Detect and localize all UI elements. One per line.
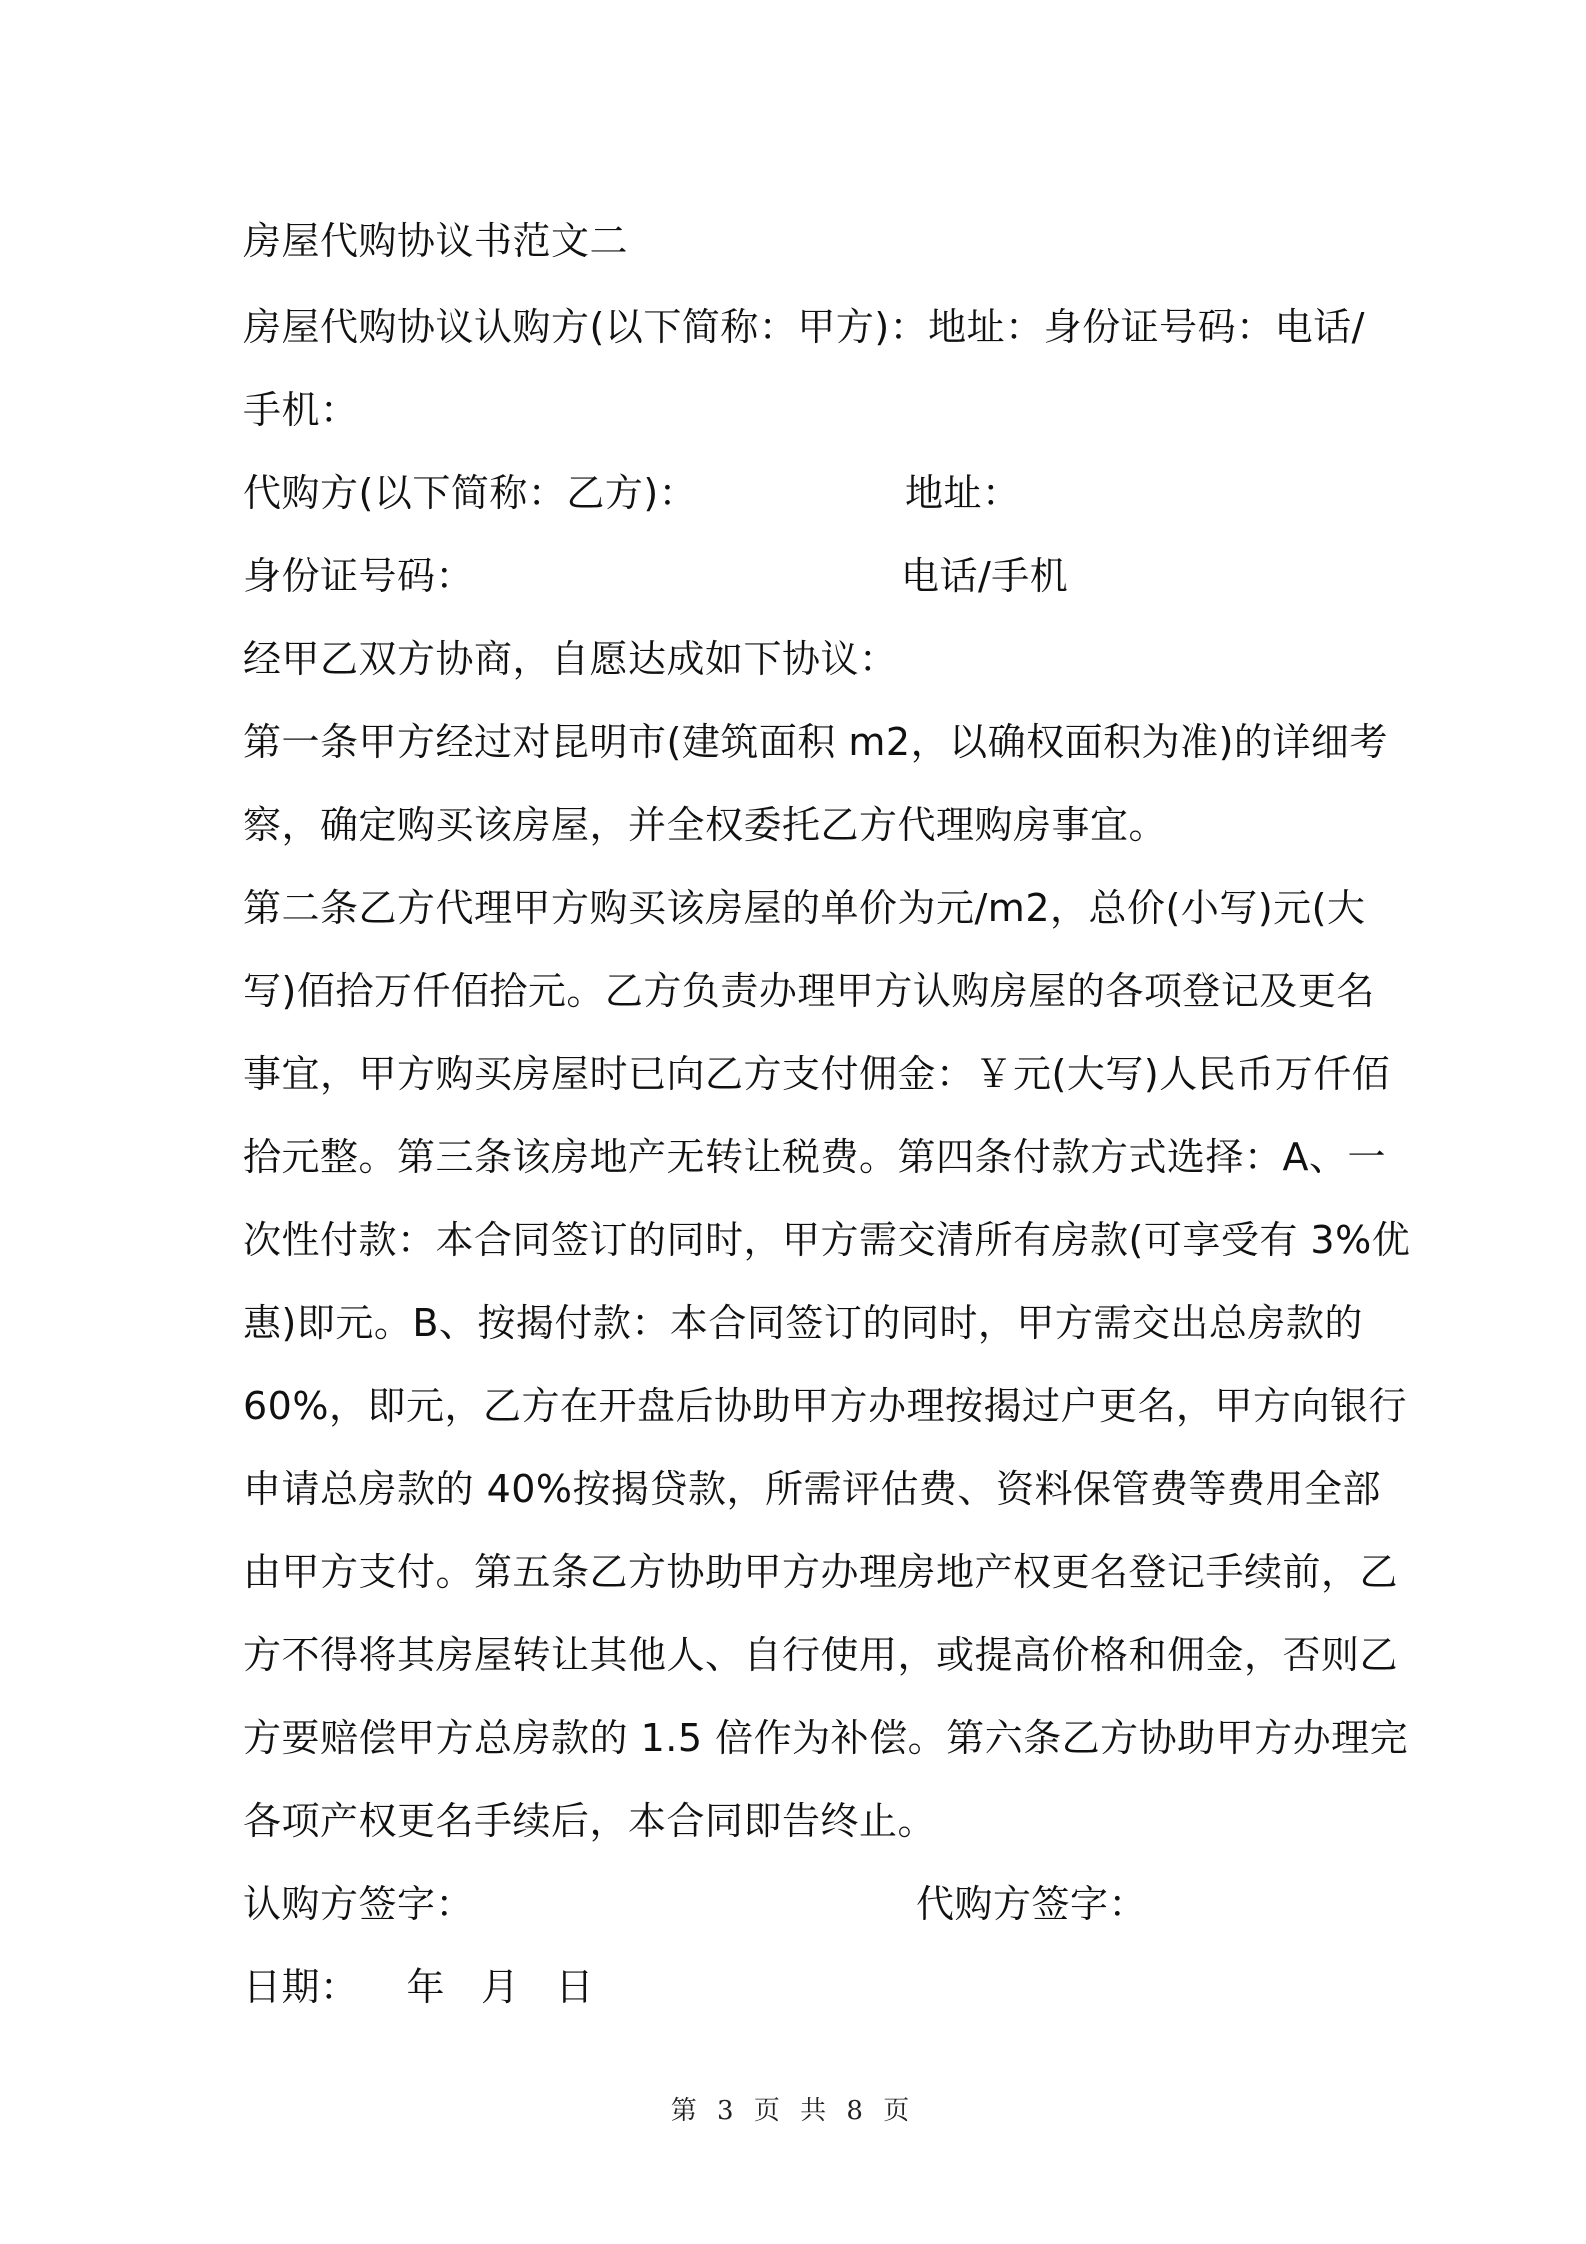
date-month: 月	[481, 1965, 520, 2009]
article-2-to-6	[243, 867, 1411, 1863]
date-label: 日期：	[243, 1965, 359, 2009]
agent-info-row	[243, 452, 1363, 535]
id-phone-row	[243, 535, 1363, 618]
article-2-line: 由甲方支付。第五条乙方协助甲方办理房地产权更名登记手续前，乙	[243, 1550, 1399, 1594]
agent-signature-label: 代购方签字：	[916, 1882, 1148, 1926]
article-2-line: 拾元整。第三条该房地产无转让税费。第四条付款方式选择：A、一	[243, 1135, 1386, 1179]
article-2-line: 申请总房款的 40%按揭贷款，所需评估费、资料保管费等费用全部	[243, 1467, 1382, 1511]
buyer-info-line-1: 房屋代购协议认购方(以下简称：甲方)：地址：身份证号码：电话/	[243, 305, 1365, 349]
agent-label: 代购方(以下简称：乙方)：	[243, 471, 698, 515]
article-2-line: 写)佰拾万仟佰拾元。乙方负责办理甲方认购房屋的各项登记及更名	[243, 969, 1375, 1013]
document-title: 房屋代购协议书范文二	[243, 219, 629, 263]
article-2-line: 事宜，甲方购买房屋时已向乙方支付佣金：￥元(大写)人民币万仟佰	[243, 1052, 1391, 1096]
article-2-line: 方要赔偿甲方总房款的 1.5 倍作为补偿。第六条乙方协助甲方办理完	[243, 1716, 1409, 1760]
page-indicator: 第 3 页 共 8 页	[670, 2096, 916, 2126]
article-2-line: 次性付款：本合同签订的同时，甲方需交清所有房款(可享受有 3%优	[243, 1218, 1411, 1262]
date-row	[243, 1946, 1363, 2029]
article-1	[243, 701, 1388, 867]
article-2-line: 60%，即元，乙方在开盘后协助甲方办理按揭过户更名，甲方向银行	[243, 1384, 1407, 1428]
id-number-label: 身份证号码：	[243, 554, 475, 598]
buyer-signature-label: 认购方签字：	[243, 1882, 475, 1926]
buyer-info-line-2: 手机：	[243, 388, 359, 432]
agent-address-label: 地址：	[905, 471, 1021, 515]
article-1-line: 察，确定购买该房屋，并全权委托乙方代理购房事宜。	[243, 803, 1168, 847]
article-2-line: 第二条乙方代理甲方购买该房屋的单价为元/m2，总价(小写)元(大	[243, 886, 1366, 930]
signature-row	[243, 1863, 1363, 1946]
document-body	[243, 200, 1411, 2029]
date-day: 日	[555, 1965, 595, 2009]
agreement-intro: 经甲乙双方协商，自愿达成如下协议：	[243, 637, 898, 681]
article-2-line: 方不得将其房屋转让其他人、自行使用，或提高价格和佣金，否则乙	[243, 1633, 1399, 1677]
article-1-line: 第一条甲方经过对昆明市(建筑面积 m2，以确权面积为准)的详细考	[243, 720, 1388, 764]
article-2-line: 各项产权更名手续后，本合同即告终止。	[243, 1799, 937, 1843]
phone-label: 电话/手机	[901, 554, 1069, 598]
article-2-line: 惠)即元。B、按揭付款：本合同签订的同时，甲方需交出总房款的	[243, 1301, 1363, 1345]
date-year: 年	[406, 1965, 446, 2009]
